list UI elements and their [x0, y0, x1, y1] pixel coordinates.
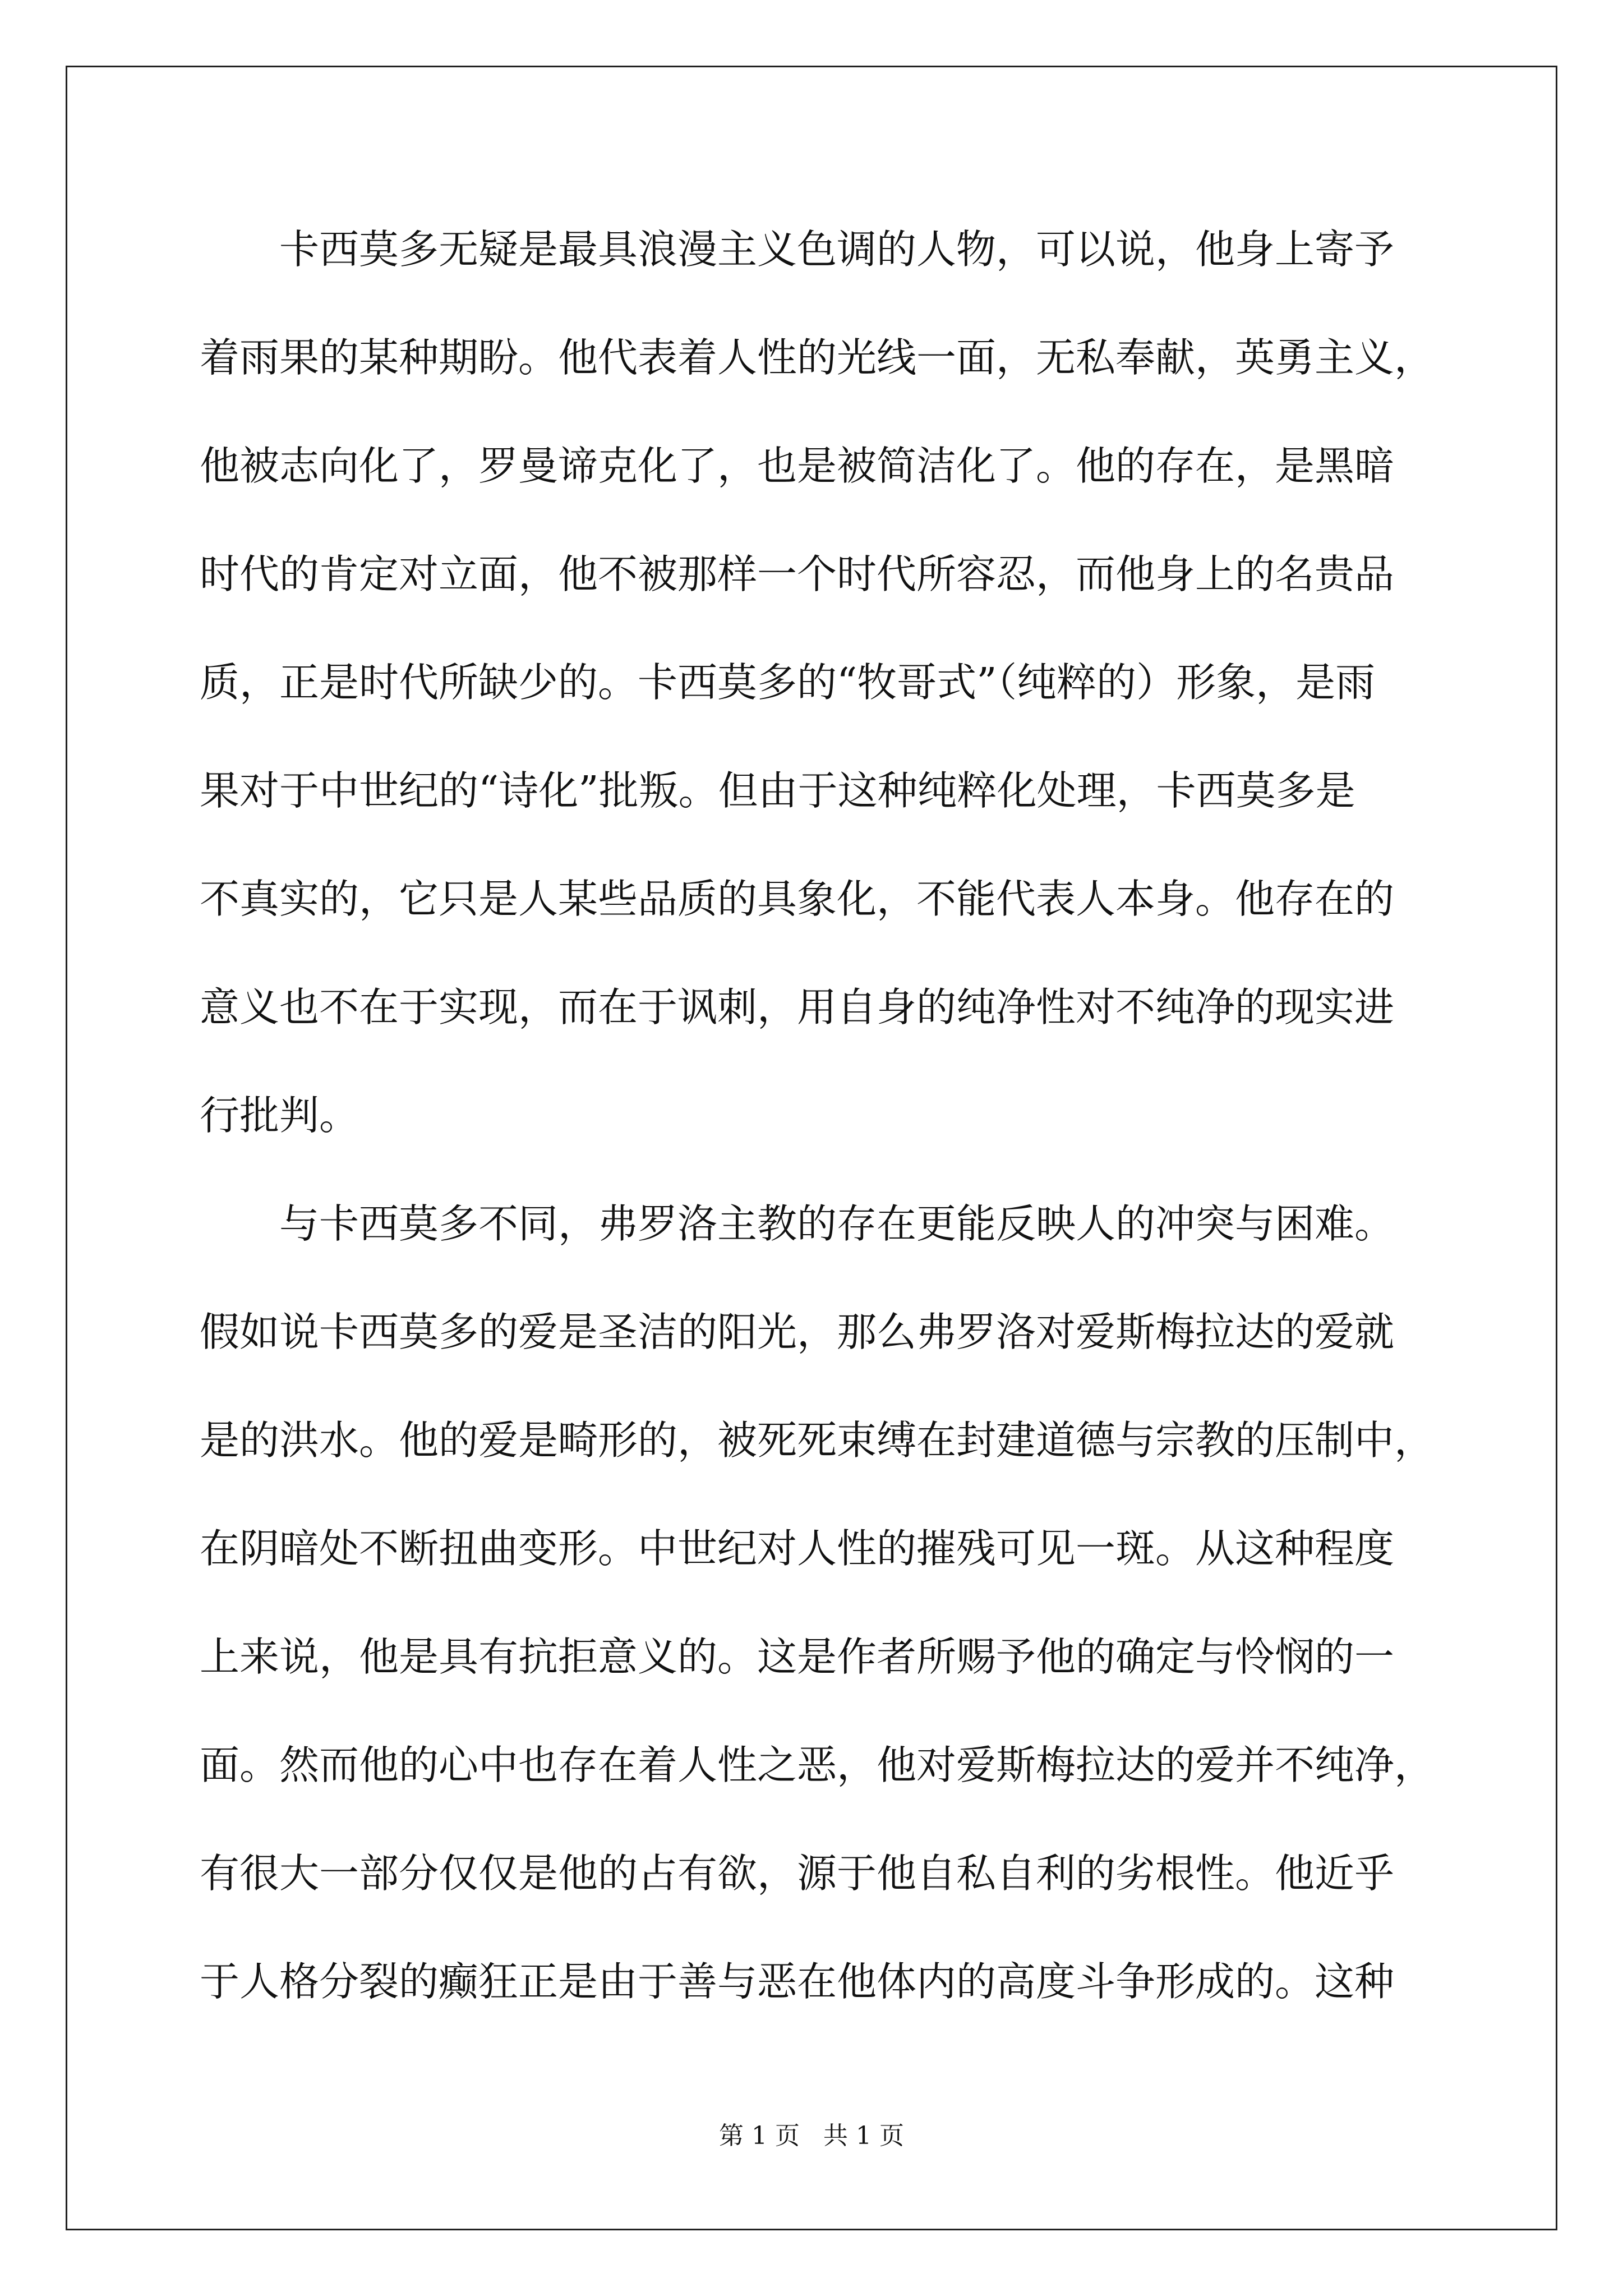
text-line: 假如说卡西莫多的爱是圣洁的阳光，那么弗罗洛对爱斯梅拉达的爱就 — [200, 1309, 1395, 1355]
text-line: 在阴暗处不断扭曲变形。中世纪对人性的摧残可见一斑。从这种程度 — [200, 1525, 1395, 1572]
text-line: 果对于中世纪的“诗化”批叛。但由于这种纯粹化处理，卡西莫多是 — [200, 767, 1355, 814]
text-line: 他被志向化了，罗曼谛克化了，也是被简洁化了。他的存在，是黑暗 — [200, 443, 1395, 489]
text-line: 着雨果的某种期盼。他代表着人性的光线一面，无私奉献，英勇主义， — [200, 334, 1435, 381]
text-line: 有很大一部分仅仅是他的占有欲，源于他自私自利的劣根性。他近乎 — [200, 1850, 1395, 1897]
text-line: 质，正是时代所缺少的。卡西莫多的“牧哥式”（纯粹的）形象，是雨 — [200, 659, 1376, 706]
text-line: 不真实的，它只是人某些品质的具象化，不能代表人本身。他存在的 — [200, 876, 1395, 922]
text-line: 意义也不在于实现，而在于讽刺，用自身的纯净性对不纯净的现实进 — [200, 984, 1395, 1030]
text-line: 行批判。 — [200, 1092, 359, 1139]
text-line: 于人格分裂的癫狂正是由于善与恶在他体内的高度斗争形成的。这种 — [200, 1958, 1395, 2005]
text-line: 卡西莫多无疑是最具浪漫主义色调的人物，可以说，他身上寄予 — [200, 226, 1395, 273]
page-footer: 第 1 页 共 1 页 — [719, 2122, 904, 2150]
text-line: 与卡西莫多不同，弗罗洛主教的存在更能反映人的冲突与困难。 — [200, 1200, 1395, 1247]
text-line: 上来说，他是具有抗拒意义的。这是作者所赐予他的确定与怜悯的一 — [200, 1634, 1395, 1680]
text-line: 是的洪水。他的爱是畸形的，被死死束缚在封建道德与宗教的压制中， — [200, 1417, 1435, 1464]
text-line: 面。然而他的心中也存在着人性之恶，他对爱斯梅拉达的爱并不纯净， — [200, 1742, 1435, 1788]
text-line: 时代的肯定对立面，他不被那样一个时代所容忍，而他身上的名贵品 — [200, 551, 1395, 597]
